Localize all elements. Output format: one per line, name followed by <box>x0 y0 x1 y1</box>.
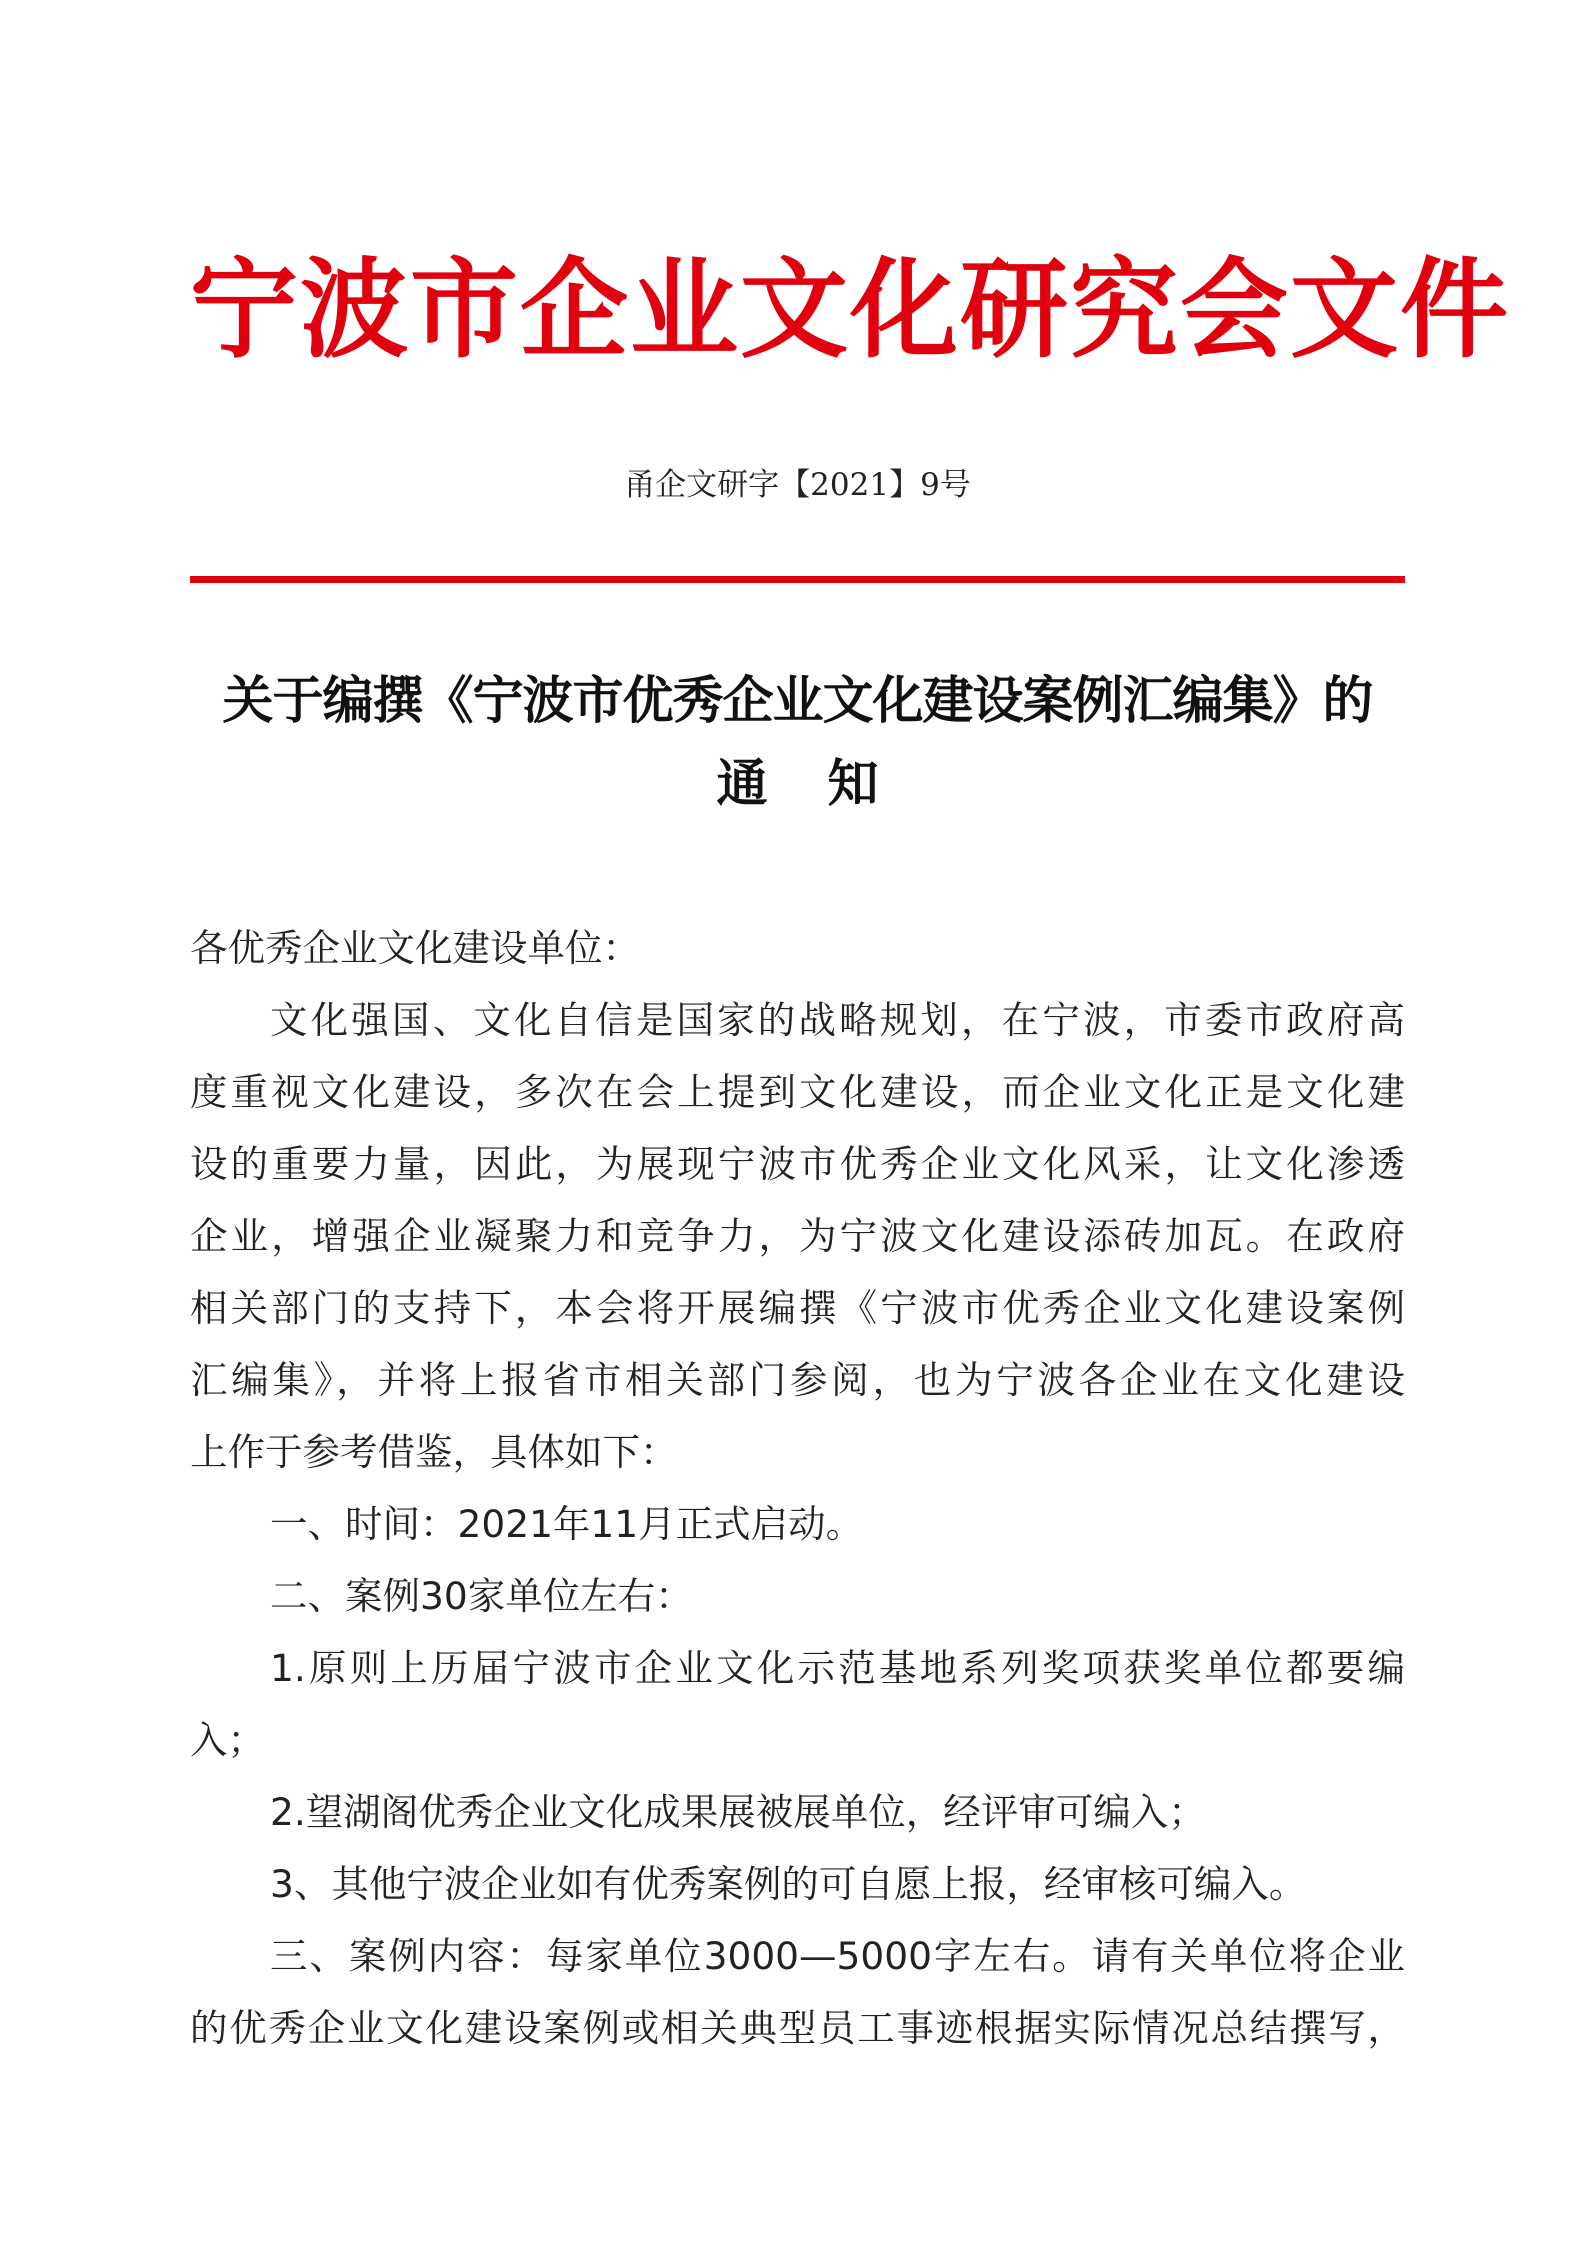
paragraph-line: 相关部门的支持下，本会将开展编撰《宁波市优秀企业文化建设案例 <box>190 1286 1405 1330</box>
paragraph-line: 上作于参考借鉴，具体如下： <box>190 1430 678 1474</box>
item-content-cont: 的优秀企业文化建设案例或相关典型员工事迹根据实际情况总结撰写， <box>190 2006 1405 2050</box>
notice-title-line-1: 关于编撰《宁波市优秀企业文化建设案例汇编集》的 <box>222 671 1373 731</box>
salutation: 各优秀企业文化建设单位： <box>190 926 640 970</box>
item-cases: 二、案例30家单位左右： <box>270 1574 693 1618</box>
item-content: 三、案例内容：每家单位3000—5000字左右。请有关单位将企业 <box>270 1934 1405 1978</box>
paragraph-line: 汇编集》，并将上报省市相关部门参阅，也为宁波各企业在文化建设 <box>190 1358 1405 1402</box>
red-divider-line <box>190 576 1405 583</box>
item-cases-1-cont: 入； <box>190 1718 265 1762</box>
paragraph-line: 设的重要力量，因此，为展现宁波市优秀企业文化风采，让文化渗透 <box>190 1142 1405 1186</box>
document-masthead: 宁波市企业文化研究会文件 <box>190 247 1511 373</box>
paragraph-line: 企业，增强企业凝聚力和竞争力，为宁波文化建设添砖加瓦。在政府 <box>190 1214 1405 1258</box>
item-cases-2: 2.望湖阁优秀企业文化成果展被展单位，经评审可编入； <box>270 1790 1206 1834</box>
notice-title-line-2: 通知 <box>716 754 939 814</box>
document-number: 甬企文研字【2021】9号 <box>624 467 971 503</box>
paragraph-line: 度重视文化建设，多次在会上提到文化建设，而企业文化正是文化建 <box>190 1070 1405 1114</box>
item-cases-1: 1.原则上历届宁波市企业文化示范基地系列奖项获奖单位都要编 <box>270 1646 1405 1690</box>
paragraph-line: 文化强国、文化自信是国家的战略规划，在宁波，市委市政府高 <box>270 998 1405 1042</box>
item-cases-3: 3、其他宁波企业如有优秀案例的可自愿上报，经审核可编入。 <box>270 1862 1307 1906</box>
item-time: 一、时间：2021年11月正式启动。 <box>270 1502 864 1546</box>
